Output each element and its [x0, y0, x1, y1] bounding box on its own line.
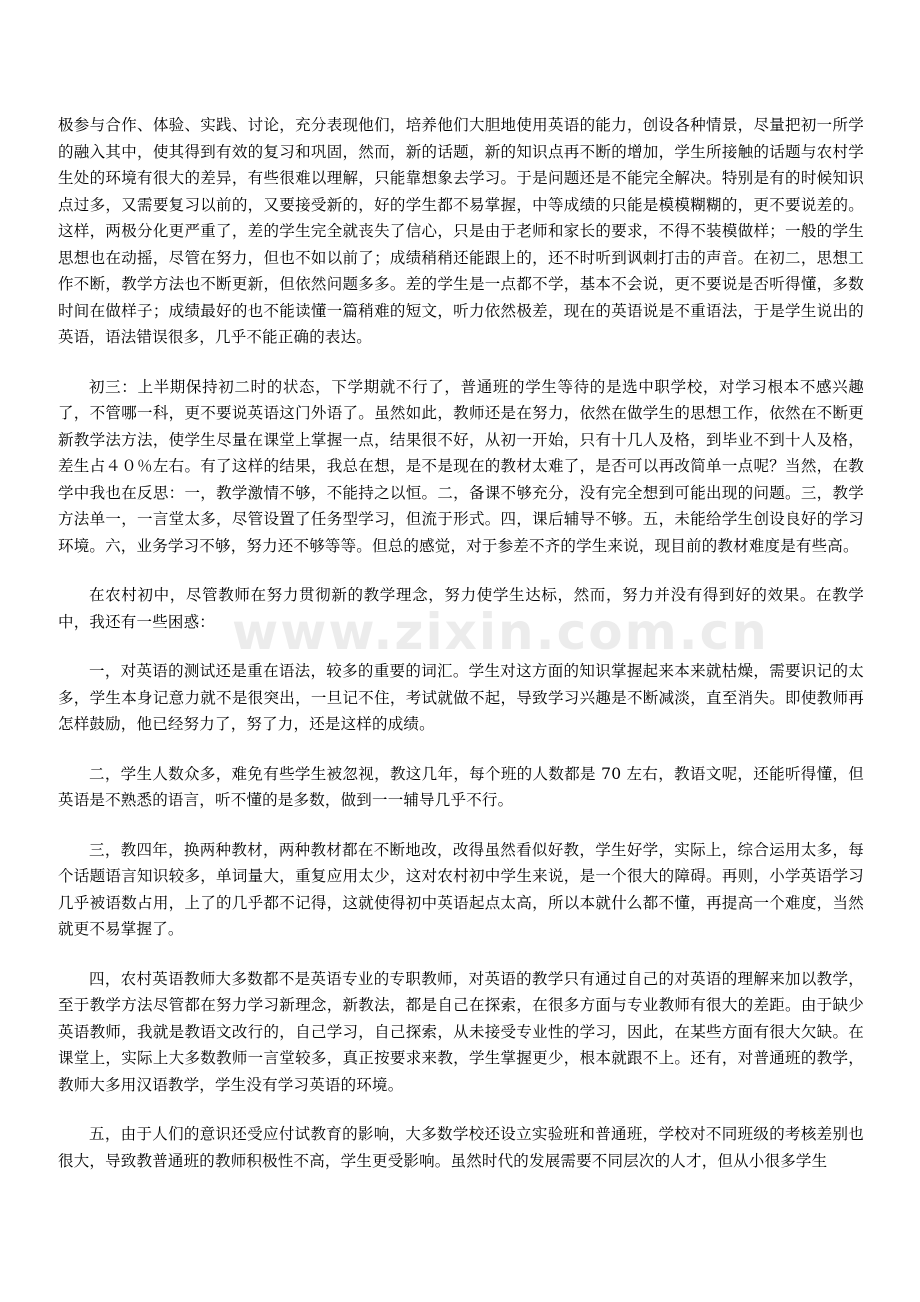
paragraph-7: 四，农村英语教师大多数都不是英语专业的专职教师，对英语的教学只有通过自己的对英语的理解来加以教学，至于教学方法尽管都在努力学习新理念，新教法，都是自己在探索，在很多方面与专业教师有很大的差距。由于缺少英语教师，我就是教语文改行的，自己学习，自己探索，从未接受专业性的学习，因此，在某些方面有很大欠缺。在课堂上，实际上大多数教师一言堂较多，真正按要求来教，学生掌握更少，根本就跟不上。还有，对普通班的教学，教师大多用汉语教学，学生没有学习英语的环境。 [58, 969, 864, 1094]
paragraph-3: 在农村初中，尽管教师在努力贯彻新的教学理念，努力使学生达标，然而，努力并没有得到好的效果。在教学中，我还有一些困惑： [58, 586, 864, 631]
paragraph-4: 一，对英语的测试还是重在语法，较多的重要的词汇。学生对这方面的知识掌握起来本来就枯燥，需要识记的太多，学生本身记意力就不是很突出，一旦记不住，考试就做不起，导致学习兴趣是不断减淡，直至消失。即使教师再怎样鼓励，他已经努力了，努了力，还是这样的成绩。 [58, 662, 864, 733]
watermark: www.zixin.com.cn [232, 603, 769, 661]
paragraph-6: 三，教四年，换两种教材，两种教材都在不断地改，改得虽然看似好教，学生好学，实际上，综合运用太多，每个话题语言知识较多，单词量大，重复应用太少，这对农村初中学生来说，是一个很大的障碍。再则，小学英语学习几乎被语数占用，上了的几乎都不记得，这就使得初中英语起点太高，所以本就什么都不懂，再提高一个难度，当然就更不易掌握了。 [58, 840, 864, 938]
paragraph-2: 初三：上半期保持初二时的状态，下学期就不行了，普通班的学生等待的是选中职学校，对学习根本不感兴趣了，不管哪一科，更不要说英语这门外语了。虽然如此，教师还是在努力，依然在做学生的思想工作，依然在不断更新教学法方法，使学生尽量在课堂上掌握一点，结果很不好，从初一开始，只有十几人及格，到毕业不到十人及格，差生占４０％左右。有了这样的结果，我总在想，是不是现在的教材太难了，是否可以再改简单一点呢？当然，在教学中我也在反思：一，教学激情不够，不能持之以恒。二，备课不够充分，没有完全想到可能出现的问题。三，教学方法单一，一言堂太多，尽管设置了任务型学习，但流于形式。四，课后辅导不够。五，未能给学生创设良好的学习环境。六，业务学习不够，努力还不够等等。但总的感觉，对于参差不齐的学生来说，现目前的教材难度是有些高。 [58, 377, 864, 555]
document-body [58, 112, 864, 1197]
paragraph-5: 二，学生人数众多，难免有些学生被忽视，教这几年，每个班的人数都是 70 左右，教语文呢，还能听得懂，但英语是不熟悉的语言，听不懂的是多数，做到一一辅导几乎不行。 [58, 764, 864, 809]
paragraph-8: 五，由于人们的意识还受应付试教育的影响，大多数学校还设立实验班和普通班，学校对不同班级的考核差别也很大，导致教普通班的教师积极性不高，学生更受影响。虽然时代的发展需要不同层次的人才，但从小很多学生 [58, 1125, 864, 1170]
paragraph-1: 极参与合作、体验、实践、讨论，充分表现他们，培养他们大胆地使用英语的能力，创设各种情景，尽量把初一所学的融入其中，使其得到有效的复习和巩固，然而，新的话题，新的知识点再不断的增加，学生所接触的话题与农村学生处的环境有很大的差异，有些很难以理解，只能靠想象去学习。于是问题还是不能完全解决。特别是有的时候知识点过多，又需要复习以前的，又要接受新的，好的学生都不易掌握，中等成绩的只能是模模糊糊的，更不要说差的。这样，两极分化更严重了，差的学生完全就丧失了信心，只是由于老师和家长的要求，不得不装模做样；一般的学生思想也在动摇，尽管在努力，但也不如以前了；成绩稍稍还能跟上的，还不时听到讽刺打击的声音。在初二，思想工作不断，教学方法也不断更新，但依然问题多多。差的学生是一点都不学，基本不会说，更不要说是否听得懂，多数时间在做样子；成绩最好的也不能读懂一篇稍难的短文，听力依然极差，现在的英语说是不重语法，于是学生说出的英语，语法错误很多，几乎不能正确的表达。 [58, 116, 864, 346]
